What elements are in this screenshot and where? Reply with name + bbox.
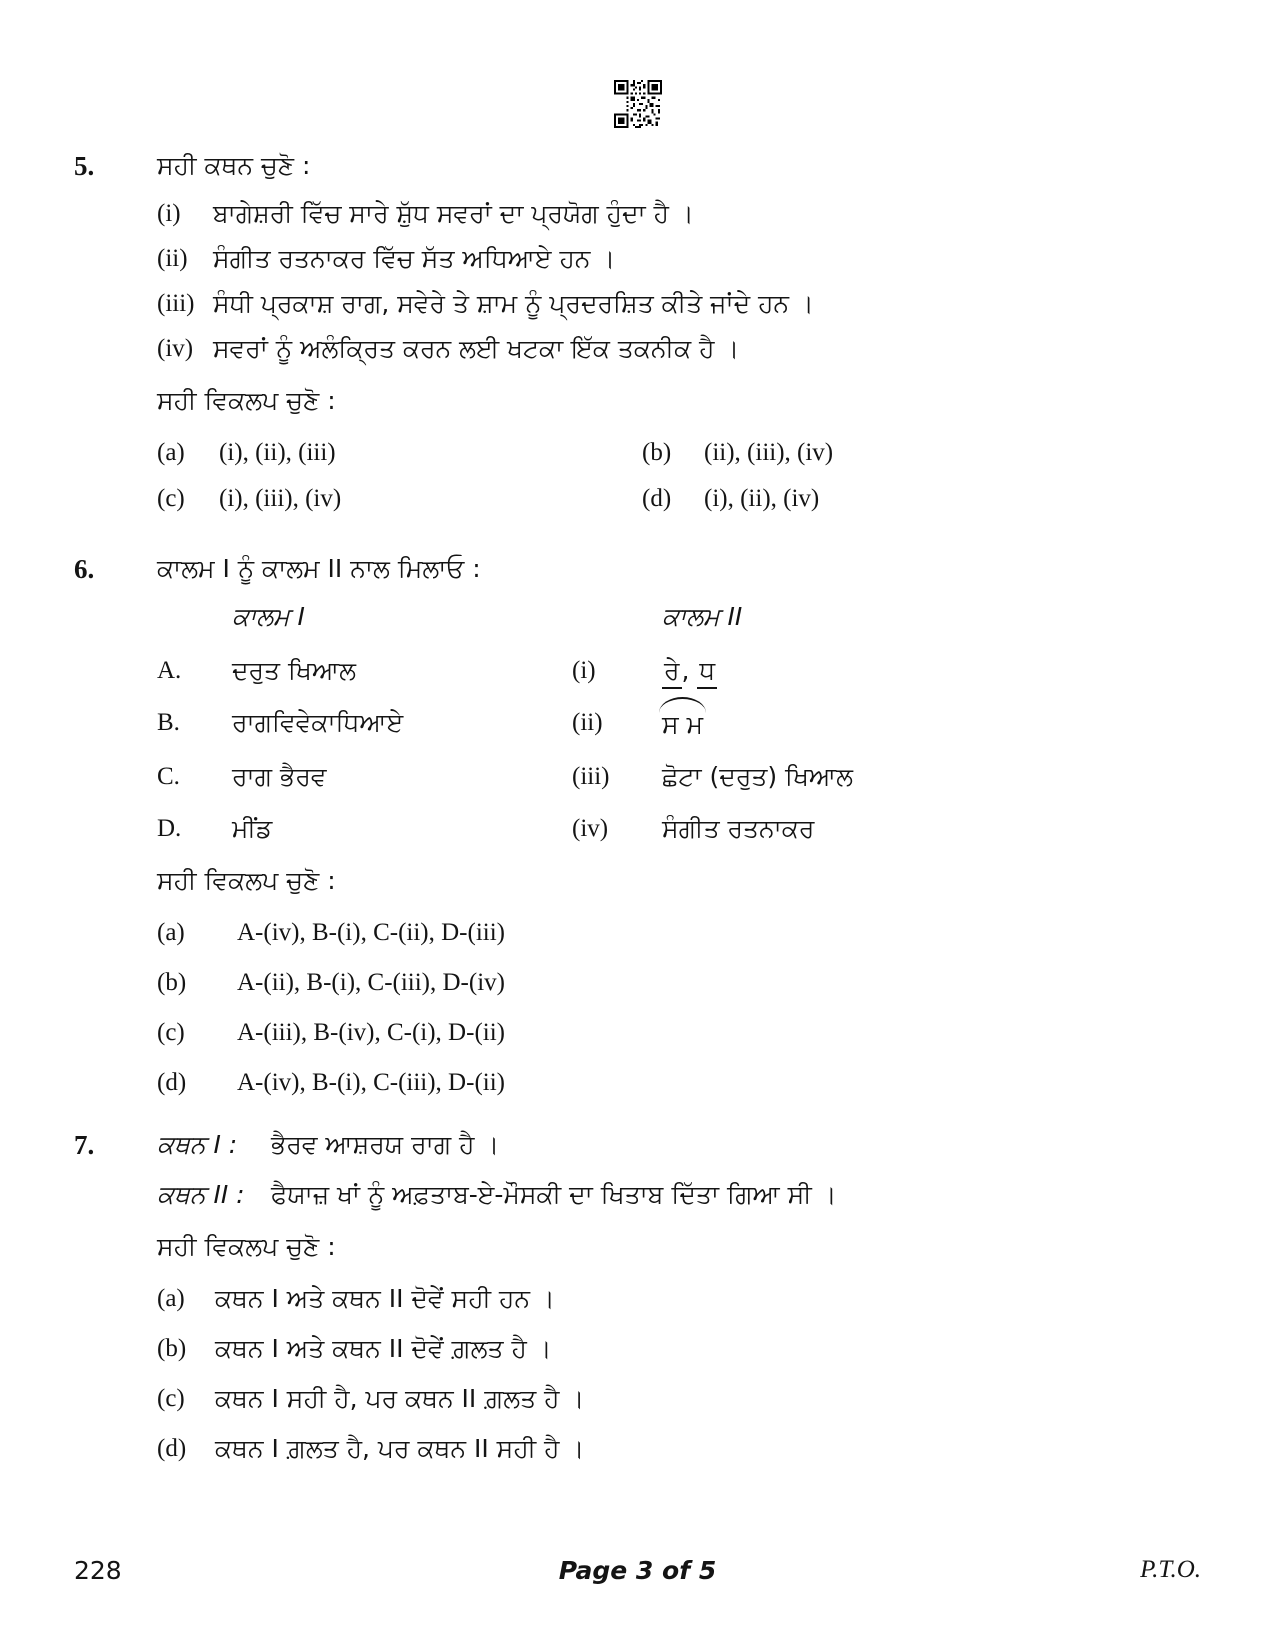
q5-option-a (157, 435, 642, 471)
q6-option-a-text: A-(iv), B-(i), C-(ii), D-(iii) (237, 919, 505, 946)
q6-row-b-right-label: (ii) (572, 709, 603, 736)
q7-option-b (157, 1331, 1201, 1367)
question-5-body (157, 148, 1201, 517)
q7-option-c-text: ਕਥਨ I ਸਹੀ ਹੈ, ਪਰ ਕਥਨ II ਗ਼ਲਤ ਹੈ । (215, 1384, 585, 1413)
page-number (74, 1556, 1201, 1585)
question-7 (74, 1127, 1201, 1467)
q6-row-c-left: ਰਾਗ ਭੈਰਵ (232, 762, 327, 791)
q5-option-b-text: (ii), (iii), (iv) (704, 439, 834, 466)
meend-notes (662, 705, 703, 743)
q6-option-d (157, 1065, 1201, 1101)
q7-option-d-text: ਕਥਨ I ਗ਼ਲਤ ਹੈ, ਪਰ ਕਥਨ II ਸਹੀ ਹੈ । (215, 1434, 585, 1463)
q6-row-c-label: C. (157, 763, 180, 790)
q7-statement-1-text: ਭੈਰਵ ਆਸ਼ਰਯ ਰਾਗ ਹੈ । (271, 1130, 500, 1159)
q6-options (157, 915, 1201, 1101)
q6-row-d-right-label: (iv) (572, 815, 609, 842)
q6-option-c-label: (c) (157, 1019, 185, 1046)
q6-column2-header: ਕਾਲਮ II (662, 602, 743, 631)
q5-statement-i (157, 196, 1201, 232)
question-6-body (157, 551, 1201, 1101)
question-5 (74, 148, 1201, 517)
total-pages: 5 (698, 1556, 717, 1585)
qr-code-icon (614, 80, 662, 130)
q5-choose-label: ਸਹੀ ਵਿਕਲਪ ਚੁਣੋ : (157, 386, 336, 415)
of-word: of (662, 1556, 691, 1585)
q6-choose-label: ਸਹੀ ਵਿਕਲਪ ਚੁਣੋ : (157, 866, 336, 895)
q6-column1-header: ਕਾਲਮ I (232, 602, 305, 631)
q5-option-a-label: (a) (157, 439, 185, 466)
komal-note-re: ਰੇ (662, 656, 682, 689)
q5-statement-iv-label: (iv) (157, 335, 194, 362)
question-6-title: ਕਾਲਮ I ਨੂੰ ਕਾਲਮ II ਨਾਲ ਮਿਲਾਓ : (157, 554, 481, 583)
q7-statement-2 (157, 1177, 1201, 1213)
page-footer (74, 1556, 1201, 1596)
q6-option-b (157, 965, 1201, 1001)
page-word: Page (558, 1556, 628, 1585)
q5-option-d-label: (d) (642, 485, 672, 512)
q7-option-b-label: (b) (157, 1335, 187, 1362)
q6-match-table (157, 599, 1201, 847)
q7-option-c (157, 1381, 1201, 1417)
q7-statement-1-label: ਕਥਨ I : (157, 1130, 238, 1159)
q6-option-d-label: (d) (157, 1069, 187, 1096)
question-5-number: 5. (74, 151, 95, 181)
q7-option-d-label: (d) (157, 1435, 187, 1462)
q7-option-a (157, 1281, 1201, 1317)
komal-separator: , (681, 656, 690, 685)
q7-option-a-text: ਕਥਨ I ਅਤੇ ਕਥਨ II ਦੋਵੇਂ ਸਹੀ ਹਨ । (215, 1284, 555, 1313)
meend-notes-text: ਸ ਮ (662, 710, 704, 739)
meend-arc-icon (659, 697, 706, 713)
q5-options (157, 435, 1201, 517)
q6-row-a-label: A. (157, 657, 182, 684)
q6-option-a-label: (a) (157, 919, 185, 946)
q6-option-a (157, 915, 1201, 951)
q7-statement-2-label: ਕਥਨ II : (157, 1180, 245, 1209)
q5-statement-iii-text: ਸੰਧੀ ਪ੍ਰਕਾਸ਼ ਰਾਗ, ਸਵੇਰੇ ਤੇ ਸ਼ਾਮ ਨੂੰ ਪ੍ਰਦਰਸ਼ਿਤ ਕੀਤੇ ਜਾਂਦੇ ਹਨ । (213, 289, 814, 318)
q7-choose-label: ਸਹੀ ਵਿਕਲਪ ਚੁਣੋ : (157, 1232, 336, 1261)
q7-option-a-label: (a) (157, 1285, 185, 1312)
q7-statement-2-text: ਫੈਯਾਜ਼ ਖਾਂ ਨੂੰ ਅਫ਼ਤਾਬ-ਏ-ਮੌਸਕੀ ਦਾ ਖਿਤਾਬ ਦਿੱਤਾ ਗਿਆ ਸੀ । (271, 1180, 837, 1209)
q5-option-b-label: (b) (642, 439, 672, 466)
q6-option-c (157, 1015, 1201, 1051)
q5-option-d (642, 481, 1201, 517)
q5-option-c-label: (c) (157, 485, 185, 512)
q7-option-d (157, 1431, 1201, 1467)
q5-statement-iv-text: ਸਵਰਾਂ ਨੂੰ ਅਲੰਕ੍ਰਿਤ ਕਰਨ ਲਈ ਖਟਕਾ ਇੱਕ ਤਕਨੀਕ ਹੈ । (213, 334, 740, 363)
q5-statement-ii (157, 241, 1201, 277)
q5-statement-iii (157, 286, 1201, 322)
komal-note-dha: ਧ (697, 656, 717, 689)
q5-statement-ii-text: ਸੰਗੀਤ ਰਤਨਾਕਰ ਵਿੱਚ ਸੱਤ ਅਧਿਆਏ ਹਨ । (213, 244, 616, 273)
question-7-number: 7. (74, 1130, 95, 1160)
q5-option-b (642, 435, 1201, 471)
q6-row-d-label: D. (157, 815, 182, 842)
q5-statement-iv (157, 331, 1201, 367)
q5-option-d-text: (i), (ii), (iv) (704, 485, 820, 512)
q6-row-d-left: ਮੀਂਡ (232, 814, 273, 843)
page-num: 3 (635, 1556, 654, 1585)
q6-row-d-right: ਸੰਗੀਤ ਰਤਨਾਕਰ (662, 814, 815, 843)
q7-option-c-label: (c) (157, 1385, 185, 1412)
q6-option-c-text: A-(iii), B-(iv), C-(i), D-(ii) (237, 1019, 505, 1046)
q6-row-c-right: ਛੋਟਾ (ਦਰੁਤ) ਖਿਆਲ (662, 762, 854, 791)
q7-statement-1 (157, 1127, 1201, 1163)
q5-statement-i-label: (i) (157, 200, 181, 227)
q6-row-b-left: ਰਾਗਵਿਵੇਕਾਧਿਆਏ (232, 708, 404, 737)
q7-option-b-text: ਕਥਨ I ਅਤੇ ਕਥਨ II ਦੋਵੇਂ ਗ਼ਲਤ ਹੈ । (215, 1334, 552, 1363)
q5-statement-iii-label: (iii) (157, 290, 195, 317)
q6-row-b-right (662, 705, 1201, 743)
q6-row-a-right (662, 653, 1201, 689)
q5-option-c (157, 481, 642, 517)
q5-statement-i-text: ਬਾਗੇਸ਼ਰੀ ਵਿੱਚ ਸਾਰੇ ਸ਼ੁੱਧ ਸਵਰਾਂ ਦਾ ਪ੍ਰਯੋਗ ਹੁੰਦਾ ਹੈ । (213, 199, 694, 228)
question-7-body (157, 1127, 1201, 1467)
q6-row-a-right-label: (i) (572, 657, 596, 684)
q5-statement-ii-label: (ii) (157, 245, 188, 272)
question-5-title: ਸਹੀ ਕਥਨ ਚੁਣੋ : (157, 151, 311, 180)
q6-row-a-left: ਦਰੁਤ ਖਿਆਲ (232, 656, 356, 685)
pto-label: P.T.O. (1140, 1556, 1201, 1583)
q6-option-d-text: A-(iv), B-(i), C-(iii), D-(ii) (237, 1069, 505, 1096)
q6-row-b-label: B. (157, 709, 180, 736)
question-6-number: 6. (74, 554, 95, 584)
q7-options (157, 1281, 1201, 1467)
paper-code: 228 (74, 1556, 122, 1585)
question-6 (74, 551, 1201, 1101)
q5-option-c-text: (i), (iii), (iv) (219, 485, 342, 512)
q6-option-b-text: A-(ii), B-(i), C-(iii), D-(iv) (237, 969, 505, 996)
q6-row-c-right-label: (iii) (572, 763, 610, 790)
page-content (74, 148, 1201, 1467)
q6-option-b-label: (b) (157, 969, 187, 996)
q5-option-a-text: (i), (ii), (iii) (219, 439, 336, 466)
